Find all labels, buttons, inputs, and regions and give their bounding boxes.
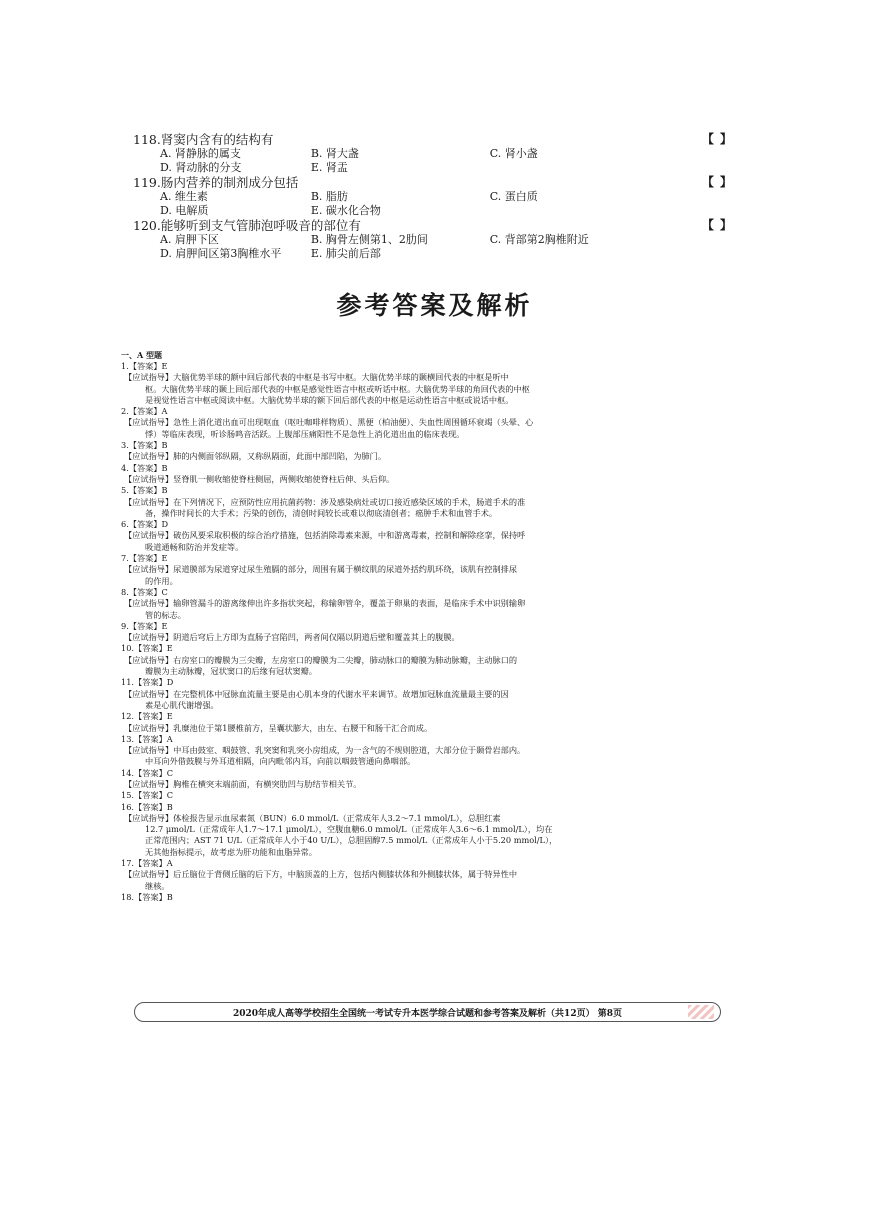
- section-title: 一、A 型题: [121, 350, 162, 360]
- question-item: [133, 175, 733, 218]
- questions-block: [133, 132, 733, 261]
- answer-key: 7.【答案】E: [121, 553, 168, 564]
- answer-key: 15.【答案】C: [121, 790, 174, 801]
- answer-bracket: 【 】: [701, 132, 733, 146]
- answer-item: [121, 519, 721, 553]
- answer-explanation-line: 12.7 μmol/L（正常成年人1.7～17.1 μmol/L），空腹血糖6.0 mmol/L（正常成年人3.6～6.1 mmol/L），均在: [145, 824, 553, 835]
- option-item: A. 肾静脉的属支: [160, 147, 241, 160]
- answer-explanation-line: 【应试指导】胸椎在横突末端前面，有横突肋凹与肋结节相关节。: [124, 778, 362, 789]
- question-stem: 肠内营养的制剂成分包括: [160, 175, 299, 190]
- option-item: E. 肾盂: [310, 161, 348, 174]
- answer-key: 8.【答案】C: [121, 586, 168, 597]
- answer-explanation-line: 【应试指导】输卵管漏斗的游离缘伸出许多指状突起，称输卵管伞，覆盖于卵巢的表面，是临床手术中识别输卵: [124, 598, 526, 609]
- question-number: 120.: [133, 218, 161, 233]
- answer-item: [121, 734, 721, 768]
- answer-explanation-line: 瓣膜为主动脉瓣，冠状窦口的后缘有冠状窦瓣。: [145, 666, 317, 677]
- answer-explanation-line: 是视觉性语言中枢或阅读中枢。大脑优势半球的额下回后部代表的中枢是运动性语言中枢或说话中枢。: [145, 394, 514, 405]
- option-item: B. 胸骨左侧第1、2肋间: [310, 233, 428, 246]
- answer-explanation-line: 【应试指导】体检报告显示血尿素氮（BUN）6.0 mmol/L（正常成年人3.2～7.1 mmol/L），总胆红素: [124, 812, 501, 823]
- footer-text: 2020年成人高等学校招生全国统一考试专升本医学综合试题和参考答案及解析（共12页） 第8页: [233, 1008, 622, 1019]
- option-row: [133, 147, 733, 161]
- option-row: [133, 204, 733, 218]
- option-item: C. 肾小盏: [489, 147, 538, 160]
- answer-item: [121, 485, 721, 519]
- answer-explanation-line: 吸道通畅和防治并发症等。: [145, 541, 244, 552]
- answer-explanation-line: 素是心肌代谢增强。: [145, 699, 219, 710]
- answer-explanation-line: 【应试指导】阴道后穹后上方即为直肠子宫陷凹，两者间仅隔以阴道后壁和覆盖其上的腹膜。: [124, 632, 460, 643]
- answer-item: [121, 440, 721, 463]
- answer-item: [121, 463, 721, 486]
- answer-key: 16.【答案】B: [121, 801, 173, 812]
- answer-explanation-line: 正常范围内；AST 71 U/L（正常成年人小于40 U/L），总胆固醇7.5 mmol/L（正常成年人小于5.20 mmol/L），: [145, 835, 558, 846]
- answer-item: [121, 711, 721, 734]
- option-row: [133, 161, 733, 175]
- answer-explanation-line: 管的标志。: [145, 609, 186, 620]
- answer-key: 2.【答案】A: [121, 406, 168, 417]
- answer-explanation-line: 悸）等临床表现，听诊肠鸣音活跃。上腹部压痛阳性不是急性上消化道出血的临床表现。: [145, 428, 465, 439]
- answer-explanation-line: 【应试指导】中耳由鼓室、咽鼓管、乳突窦和乳突小房组成，为一含气的不规则腔道，大部分位于颞骨岩部内。: [124, 745, 526, 756]
- page-footer: [134, 1002, 721, 1022]
- answer-explanation-line: 【应试指导】在下列情况下，应预防性应用抗菌药物：涉及感染病灶或切口接近感染区域的手术，肠道手术的准: [124, 496, 526, 507]
- option-item: D. 肩胛间区第3胸椎水平: [160, 247, 282, 260]
- option-item: E. 肺尖前后部: [310, 247, 381, 260]
- option-item: [462, 247, 733, 261]
- question-stem: 肾窦内含有的结构有: [160, 132, 274, 147]
- answer-item: [121, 553, 721, 587]
- answer-key: 4.【答案】B: [121, 462, 168, 473]
- answer-key: 17.【答案】A: [121, 858, 173, 869]
- answer-item: [121, 858, 721, 892]
- option-item: A. 肩胛下区: [160, 233, 219, 246]
- answer-explanation-line: 枢。大脑优势半球的颞上回后部代表的中枢是感觉性语言中枢或听话中枢。大脑优势半球的角回代表的中枢: [145, 383, 530, 394]
- answer-explanation-line: 中耳向外借鼓膜与外耳道相隔，向内毗邻内耳，向前以咽鼓管通向鼻咽部。: [145, 756, 416, 767]
- answer-explanation-line: 备，操作时间长的大手术；污染的创伤，清创时间较长或难以彻底清创者；癌肿手术和血管手术。: [145, 507, 498, 518]
- option-item: D. 电解质: [160, 204, 209, 217]
- option-item: E. 碳水化合物: [310, 204, 381, 217]
- answer-item: [121, 587, 721, 621]
- option-item: C. 蛋白质: [489, 190, 538, 203]
- question-item: [133, 132, 733, 175]
- option-item: [462, 204, 733, 218]
- answer-key: 12.【答案】E: [121, 711, 173, 722]
- page-title: 参考答案及解析: [336, 291, 533, 320]
- answer-explanation-line: 【应试指导】尿道膜部为尿道穿过尿生殖膈的部分，周围有属于横纹肌的尿道外括约肌环绕，该肌有控制排尿: [124, 564, 518, 575]
- question-stem-row: [133, 132, 733, 147]
- answer-explanation-line: 【应试指导】肺的内侧面邻纵隔，又称纵隔面，此面中部凹陷，为肺门。: [124, 451, 387, 462]
- answer-explanation-line: 【应试指导】后丘脑位于背侧丘脑的后下方，中脑顶盖的上方，包括内侧膝状体和外侧膝状体，属于特异性中: [124, 869, 518, 880]
- answer-explanation-line: 【应试指导】右房室口的瓣膜为三尖瓣，左房室口的瓣膜为二尖瓣，肺动脉口的瓣膜为肺动脉瓣，主动脉口的: [124, 654, 518, 665]
- answer-key: 1.【答案】E: [121, 361, 168, 371]
- answer-key: 3.【答案】B: [121, 440, 168, 451]
- answers-block: [121, 350, 721, 903]
- answer-explanation-line: 的作用。: [145, 575, 178, 586]
- answer-explanation-line: 【应试指导】大脑优势半球的额中回后部代表的中枢是书写中枢。大脑优势半球的颞横回代表的中枢是听中: [124, 372, 509, 383]
- answer-item: [121, 406, 721, 440]
- option-item: [462, 161, 733, 175]
- answer-item: [121, 361, 721, 406]
- option-item: D. 肾动脉的分支: [160, 161, 242, 174]
- answer-item: [121, 643, 721, 677]
- answer-explanation-line: 【应试指导】在完整机体中冠脉血流量主要是由心肌本身的代谢水平来调节。故增加冠脉血流量最主要的因: [124, 688, 509, 699]
- answer-item: [121, 892, 721, 903]
- question-stem: 能够听到支气管肺泡呼吸音的部位有: [160, 218, 361, 233]
- option-item: A. 维生素: [160, 190, 208, 203]
- option-row: [133, 233, 733, 247]
- answer-item: [121, 677, 721, 711]
- option-row: [133, 190, 733, 204]
- answer-item: [121, 768, 721, 791]
- option-item: B. 脂肪: [310, 190, 348, 203]
- question-number: 119.: [133, 175, 161, 190]
- answer-explanation-line: 继核。: [145, 880, 170, 891]
- question-stem-row: [133, 218, 733, 233]
- answer-key: 10.【答案】E: [121, 643, 173, 654]
- answer-item: [121, 790, 721, 801]
- answer-key: 18.【答案】B: [121, 891, 173, 902]
- question-stem-row: [133, 175, 733, 190]
- answer-key: 14.【答案】C: [121, 767, 174, 778]
- answer-key: 5.【答案】B: [121, 485, 168, 496]
- answer-explanation-line: 【应试指导】破伤风要采取积极的综合治疗措施，包括消除毒素来源，中和游离毒素，控制和解除痉挛，保持呼: [124, 530, 526, 541]
- answer-bracket: 【 】: [701, 175, 733, 189]
- answer-list: [121, 361, 721, 903]
- footer-decoration: [688, 1005, 714, 1019]
- answer-explanation-line: 【应试指导】竖脊肌一侧收缩使脊柱侧屈，两侧收缩使脊柱后伸、头后仰。: [124, 473, 395, 484]
- answer-key: 9.【答案】E: [121, 620, 168, 631]
- option-item: B. 肾大盏: [310, 147, 359, 160]
- answer-item: [121, 621, 721, 644]
- answer-bracket: 【 】: [701, 218, 733, 232]
- answer-key: 6.【答案】D: [121, 519, 169, 530]
- answer-item: [121, 802, 721, 858]
- question-number: 118.: [133, 132, 161, 147]
- answer-explanation-line: 【应试指导】急性上消化道出血可出现呕血（呕吐咖啡样物质）、黑便（柏油便）、失血性周围循环衰竭（头晕、心: [124, 417, 534, 428]
- answer-key: 11.【答案】D: [121, 677, 174, 688]
- option-row: [133, 247, 733, 261]
- answer-explanation-line: 无其他指标提示，故考虑为肝功能和血脂异常。: [145, 846, 317, 857]
- option-item: C. 背部第2胸椎附近: [489, 233, 589, 246]
- question-item: [133, 218, 733, 261]
- answer-key: 13.【答案】A: [121, 733, 173, 744]
- answer-explanation-line: 【应试指导】乳糜池位于第1腰椎前方，呈囊状膨大，由左、右腰干和肠干汇合而成。: [124, 722, 433, 733]
